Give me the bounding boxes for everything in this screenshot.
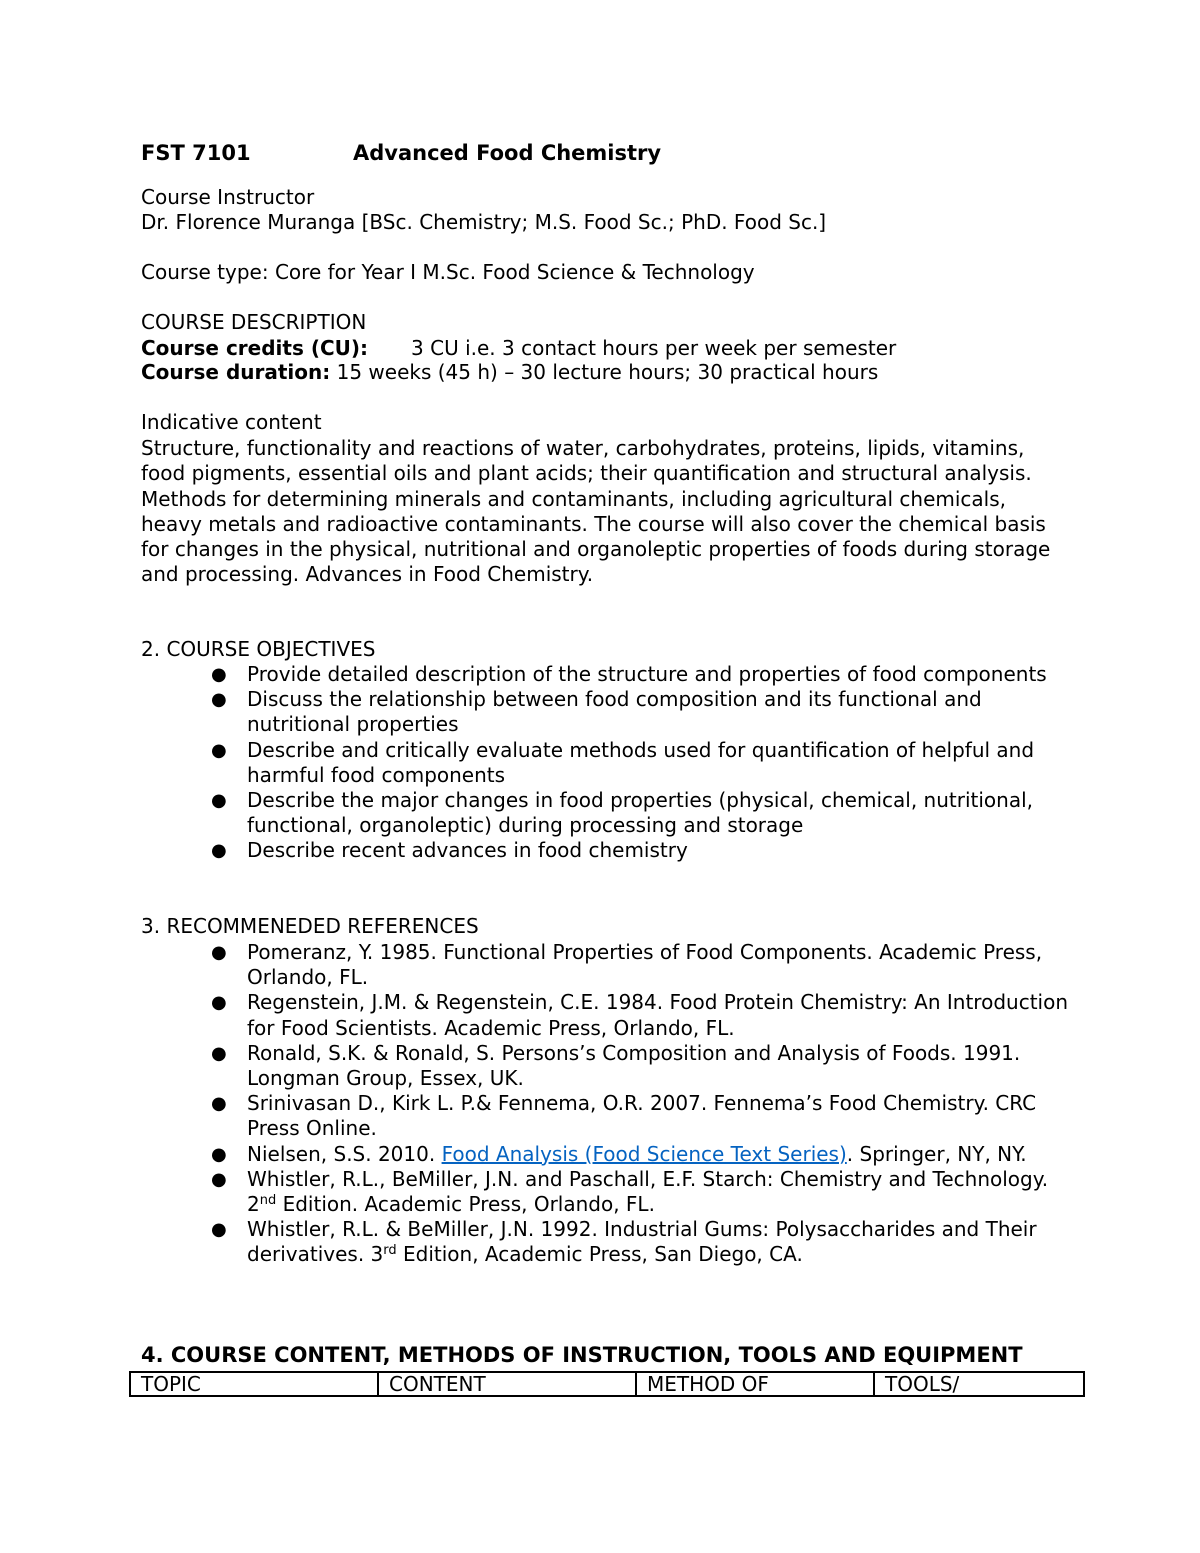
list-item: ● Regenstein, J.M. & Regenstein, C.E. 1984. Food Protein Chemistry: An Introduction for Food Scientists. Academic Press, Orlando, FL. [211,990,1069,1040]
credits-value: 3 CU i.e. 3 contact hours per week per semester [411,336,897,360]
section-4-heading: 4. COURSE CONTENT, METHODS OF INSTRUCTION, TOOLS AND EQUIPMENT [141,1343,1023,1367]
references-heading: 3. RECOMMENEDED REFERENCES [141,914,479,938]
table-header-row [130,1372,1084,1396]
header-content: CONTENT [378,1372,636,1396]
list-item: ● Whistler, R.L. & BeMiller, J.N. 1992. Industrial Gums: Polysaccharides and Their derivatives. 3rd Edition, Academic Press, San Diego, CA. [211,1217,1037,1267]
list-item: ● Provide detailed description of the structure and properties of food components [211,662,1047,686]
header-topic: TOPIC [130,1372,378,1396]
bullet-icon: ● [211,1042,227,1064]
objectives-list [141,662,1071,864]
course-description-heading: COURSE DESCRIPTION [141,310,367,334]
header-method: METHOD OF [636,1372,874,1396]
bullet-icon: ● [211,840,227,862]
header-tools: TOOLS/ [874,1372,1084,1396]
list-item: ● Describe recent advances in food chemistry [211,838,688,863]
list-item: ● Describe and critically evaluate methods used for quantification of helpful and harmful food components [211,737,1035,787]
bullet-icon: ● [211,664,227,685]
duration-label: Course duration: [141,360,331,384]
list-item: ● Ronald, S.K. & Ronald, S. Persons’s Composition and Analysis of Foods. 1991. Longman Group, Essex, UK. [211,1040,1021,1091]
objectives-heading: 2. COURSE OBJECTIVES [141,637,376,661]
instructor-name: Dr. Florence Muranga [BSc. Chemistry; M.S. Food Sc.; PhD. Food Sc.] [141,210,827,234]
instructor-label: Course Instructor [141,185,315,209]
course-content-table [129,1371,1085,1397]
course-type: Course type: Core for Year I M.Sc. Food Science & Technology [141,260,755,284]
list-item: ● Whistler, R.L., BeMiller, J.N. and Paschall, E.F. Starch: Chemistry and Technology. 2nd Edition. Academic Press, Orlando, FL. [211,1166,1049,1217]
course-credits [141,336,896,361]
indicative-content-heading: Indicative content [141,410,322,434]
bullet-icon: ● [211,739,227,761]
bullet-icon: ● [211,992,227,1014]
course-code: FST 7101 [141,141,251,165]
bullet-icon: ● [211,1219,227,1241]
list-item: ● Discuss the relationship between food composition and its functional and nutritional properties [211,687,982,737]
list-item: ● Pomeranz, Y. 1985. Functional Properties of Food Components. Academic Press, Orlando, FL. [211,940,1043,990]
references-list [141,940,1071,1268]
bullet-icon: ● [211,1143,227,1165]
bullet-icon: ● [211,689,227,711]
course-title: Advanced Food Chemistry [353,141,662,165]
list-item: ● Srinivasan D., Kirk L. P.& Fennema, O.R. 2007. Fennema’s Food Chemistry. CRC Press Online. [211,1091,1037,1141]
credits-label: Course credits (CU): [141,336,369,360]
duration-value: 15 weeks (45 h) – 30 lecture hours; 30 practical hours [336,360,879,384]
bullet-icon: ● [211,1093,227,1115]
indicative-content-text: Structure, functionality and reactions of water, carbohydrates, proteins, lipids, vitamins, food pigments, essential oils and plant acids; their quantification and structural analysis. Methods for determining minerals and contaminants, including agricultural chemicals, heavy metals and radioactive contaminants. The course will also cover the chemical basis for changes in the physical, nutritional and organoleptic properties of foods during storage and processing. Advances in Food Chemistry. [141,436,1051,587]
course-duration [141,360,878,385]
bullet-icon: ● [211,790,227,812]
food-analysis-link[interactable]: Food Analysis (Food Science Text Series) [441,1141,847,1166]
bullet-icon: ● [211,942,227,963]
list-item: ● Describe the major changes in food properties (physical, chemical, nutritional, functional, organoleptic) during processing and storage [211,788,1034,838]
list-item: ● Nielsen, S.S. 2010. Food Analysis (Food Science Text Series). Springer, NY, NY. [211,1141,1027,1166]
bullet-icon: ● [211,1168,227,1190]
